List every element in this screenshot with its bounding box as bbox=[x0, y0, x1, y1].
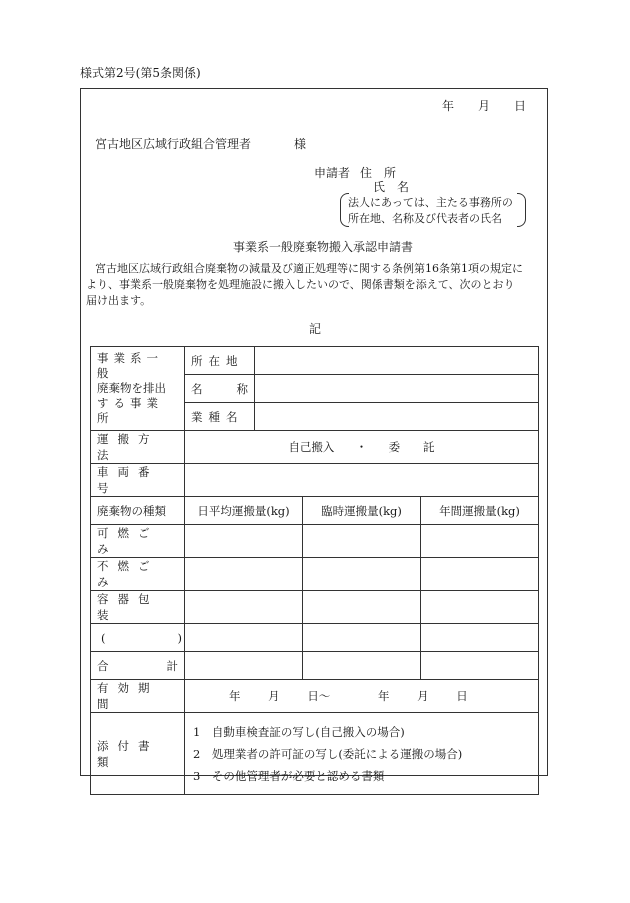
date-day-label: 日 bbox=[514, 99, 527, 113]
date-year-label: 年 bbox=[442, 99, 455, 113]
transport-method-options[interactable] bbox=[185, 431, 539, 464]
transport-method-label: 運搬方法 bbox=[91, 431, 185, 464]
addressee-honorific: 様 bbox=[294, 137, 307, 151]
daily-amount-header: 日平均運搬量(kg) bbox=[185, 497, 303, 525]
addressee-name: 宮古地区広域行政組合管理者 bbox=[95, 137, 252, 151]
date-month-label: 月 bbox=[478, 99, 491, 113]
noncombustible-temporary-field[interactable] bbox=[303, 558, 421, 591]
vehicle-number-field[interactable] bbox=[185, 464, 539, 497]
attachment-item-1: 1 自動車検査証の写し(自己搬入の場合) bbox=[193, 724, 405, 739]
noncombustible-annual-field[interactable] bbox=[421, 558, 539, 591]
attachment-item-2: 2 処理業者の許可証の写し(委託による運搬の場合) bbox=[193, 746, 463, 761]
body-line-3: 届け出ます。 bbox=[86, 294, 152, 307]
business-location-label: 所在地 bbox=[185, 347, 255, 375]
ki-heading: 記 bbox=[309, 322, 322, 336]
total-daily-field[interactable] bbox=[185, 652, 303, 680]
transport-own-option[interactable]: 自己搬入 bbox=[288, 440, 335, 454]
waste-row-packaging-label: 容器包装 bbox=[91, 591, 185, 624]
business-header-line3: する事業所 bbox=[97, 396, 163, 425]
total-annual-field[interactable] bbox=[421, 652, 539, 680]
applicant-label: 申請者 bbox=[314, 166, 351, 180]
other-temporary-field[interactable] bbox=[303, 624, 421, 652]
waste-row-noncombustible-label: 不燃ごみ bbox=[91, 558, 185, 591]
noncombustible-daily-field[interactable] bbox=[185, 558, 303, 591]
business-type-label: 業種名 bbox=[185, 403, 255, 431]
combustible-daily-field[interactable] bbox=[185, 525, 303, 558]
combustible-temporary-field[interactable] bbox=[303, 525, 421, 558]
business-type-field[interactable] bbox=[255, 403, 539, 431]
document-title: 事業系一般廃棄物搬入承認申請書 bbox=[233, 240, 414, 254]
corporate-note-line2: 所在地、名称及び代表者の氏名 bbox=[348, 212, 502, 225]
total-temporary-field[interactable] bbox=[303, 652, 421, 680]
body-line-2: より、事業系一般廃棄物を処理施設に搬入したいので、関係書類を添えて、次のとおり bbox=[86, 278, 515, 291]
attachment-item-3: 3 その他管理者が必要と認める書類 bbox=[193, 768, 385, 783]
vehicle-number-label: 車両番号 bbox=[91, 464, 185, 497]
business-header-line2: 廃棄物を排出 bbox=[97, 381, 166, 395]
waste-row-other-label[interactable]: ( ) bbox=[91, 624, 185, 652]
applicant-address-label: 住 所 bbox=[360, 166, 397, 180]
body-line-1: 宮古地区広域行政組合廃棄物の減量及び適正処理等に関する条例第16条第1項の規定に bbox=[95, 262, 523, 275]
packaging-annual-field[interactable] bbox=[421, 591, 539, 624]
waste-kind-label: 廃棄物の種類 bbox=[91, 497, 185, 525]
corporate-note-line1: 法人にあっては、主たる事務所の bbox=[348, 196, 513, 209]
attachments-list bbox=[185, 713, 539, 795]
attachments-label: 添付書類 bbox=[91, 713, 185, 795]
waste-row-combustible-label: 可燃ごみ bbox=[91, 525, 185, 558]
valid-period-field[interactable]: 年 月 日〜 年 月 日 bbox=[185, 680, 539, 713]
form-number: 様式第2号(第5条関係) bbox=[80, 66, 201, 80]
business-name-field[interactable] bbox=[255, 375, 539, 403]
packaging-temporary-field[interactable] bbox=[303, 591, 421, 624]
applicant-name-label: 氏 名 bbox=[373, 180, 410, 194]
other-annual-field[interactable] bbox=[421, 624, 539, 652]
application-table bbox=[90, 346, 539, 795]
total-label: 合 計 bbox=[91, 652, 185, 680]
business-location-field[interactable] bbox=[255, 347, 539, 375]
transport-contract-option[interactable]: 委 託 bbox=[388, 440, 435, 454]
valid-period-label: 有効期間 bbox=[91, 680, 185, 713]
packaging-daily-field[interactable] bbox=[185, 591, 303, 624]
business-name-label: 名 称 bbox=[185, 375, 255, 403]
annual-amount-header: 年間運搬量(kg) bbox=[421, 497, 539, 525]
business-header-line1: 事業系一般 bbox=[97, 351, 163, 380]
business-header-cell bbox=[91, 347, 185, 431]
combustible-annual-field[interactable] bbox=[421, 525, 539, 558]
temporary-amount-header: 臨時運搬量(kg) bbox=[303, 497, 421, 525]
other-daily-field[interactable] bbox=[185, 624, 303, 652]
transport-separator: ・ bbox=[355, 440, 368, 454]
